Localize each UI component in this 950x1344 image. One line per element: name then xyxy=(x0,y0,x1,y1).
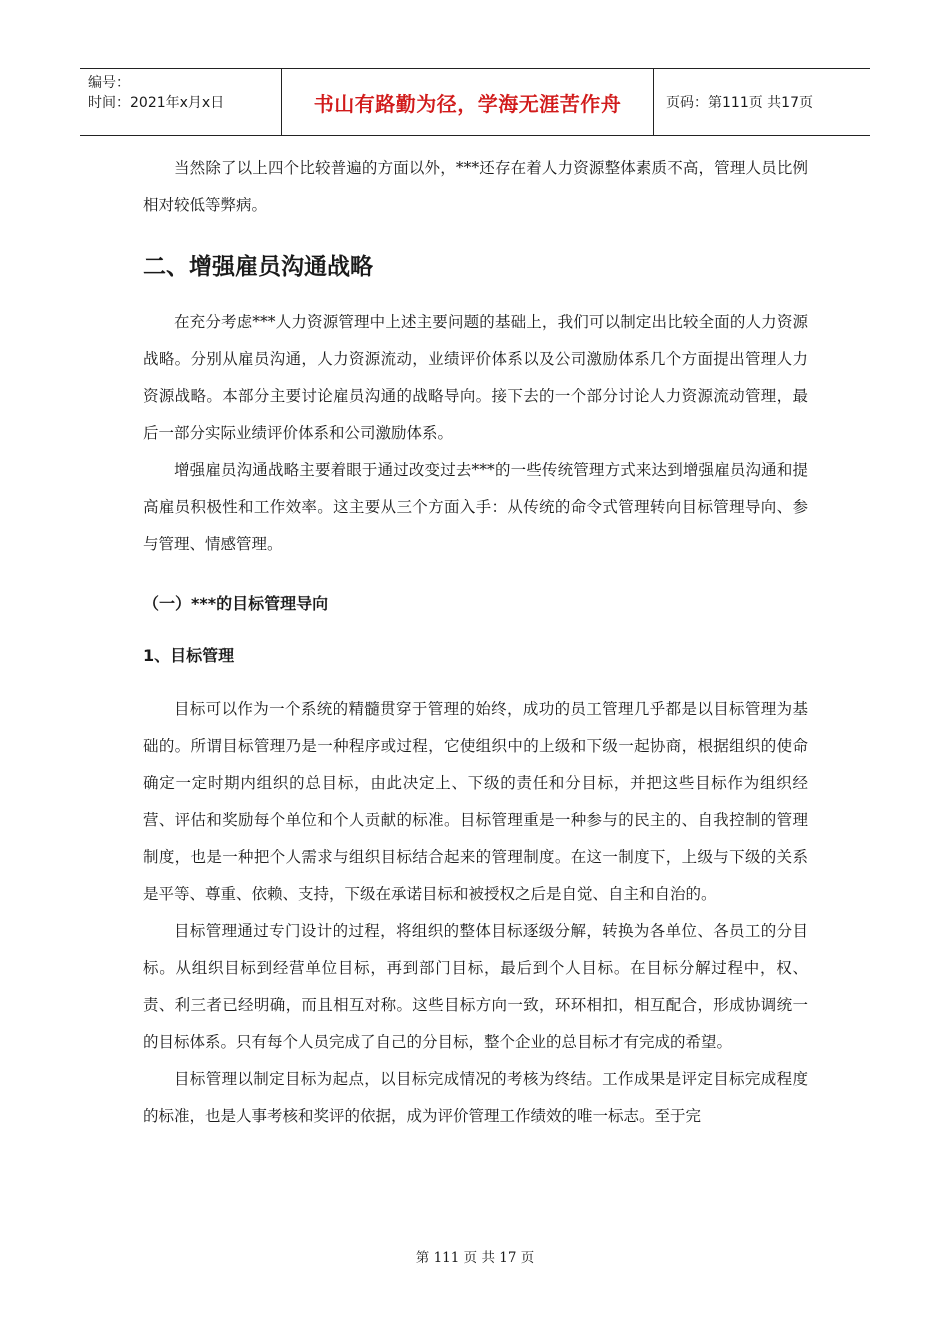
document-time-label: 时间：2021年x月x日 xyxy=(88,95,225,111)
intro-paragraph: 当然除了以上四个比较普遍的方面以外，***还存在着人力资源整体素质不高，管理人员比例相对较低等弊病。 xyxy=(143,159,808,214)
item-heading: 1、目标管理 xyxy=(143,646,235,665)
page-header xyxy=(80,68,870,136)
section-paragraph: 在充分考虑***人力资源管理中上述主要问题的基础上，我们可以制定出比较全面的人力资源战略。分别从雇员沟通，人力资源流动，业绩评价体系以及公司激励体系几个方面提出管理人力资源战略。本部分主要讨论雇员沟通的战略导向。接下去的一个部分讨论人力资源流动管理，最后一部分实际业绩评价体系和公司激励体系。 xyxy=(143,313,808,442)
subsection-heading: （一）***的目标管理导向 xyxy=(143,594,329,613)
section-heading: 二、增强雇员沟通战略 xyxy=(143,254,373,280)
header-page-info: 页码：第111页 共17页 xyxy=(666,95,813,111)
document-number-label: 编号： xyxy=(88,75,130,91)
section-paragraph: 增强雇员沟通战略主要着眼于通过改变过去***的一些传统管理方式来达到增强雇员沟通和提高雇员积极性和工作效率。这主要从三个方面入手：从传统的命令式管理转向目标管理导向、参与管理、情感管理。 xyxy=(143,461,808,553)
item-paragraph: 目标管理以制定目标为起点，以目标完成情况的考核为终结。工作成果是评定目标完成程度的标准，也是人事考核和奖评的依据，成为评价管理工作绩效的唯一标志。至于完 xyxy=(143,1070,808,1125)
document-body xyxy=(143,150,808,1135)
header-motto: 书山有路勤为径，学海无涯苦作舟 xyxy=(282,69,654,135)
page-footer: 第 111 页 共 17 页 xyxy=(415,1250,535,1266)
header-left-cell xyxy=(80,69,282,135)
item-paragraph: 目标管理通过专门设计的过程，将组织的整体目标逐级分解，转换为各单位、各员工的分目标。从组织目标到经营单位目标，再到部门目标，最后到个人目标。在目标分解过程中，权、责、利三者已经明确，而且相互对称。这些目标方向一致，环环相扣，相互配合，形成协调统一的目标体系。只有每个人员完成了自己的分目标，整个企业的总目标才有完成的希望。 xyxy=(143,922,808,1051)
item-paragraph: 目标可以作为一个系统的精髓贯穿于管理的始终，成功的员工管理几乎都是以目标管理为基础的。所谓目标管理乃是一种程序或过程，它使组织中的上级和下级一起协商，根据组织的使命确定一定时期内组织的总目标，由此决定上、下级的责任和分目标，并把这些目标作为组织经营、评估和奖励每个单位和个人贡献的标准。目标管理重是一种参与的民主的、自我控制的管理制度，也是一种把个人需求与组织目标结合起来的管理制度。在这一制度下，上级与下级的关系是平等、尊重、依赖、支持，下级在承诺目标和被授权之后是自觉、自主和自治的。 xyxy=(143,700,808,903)
